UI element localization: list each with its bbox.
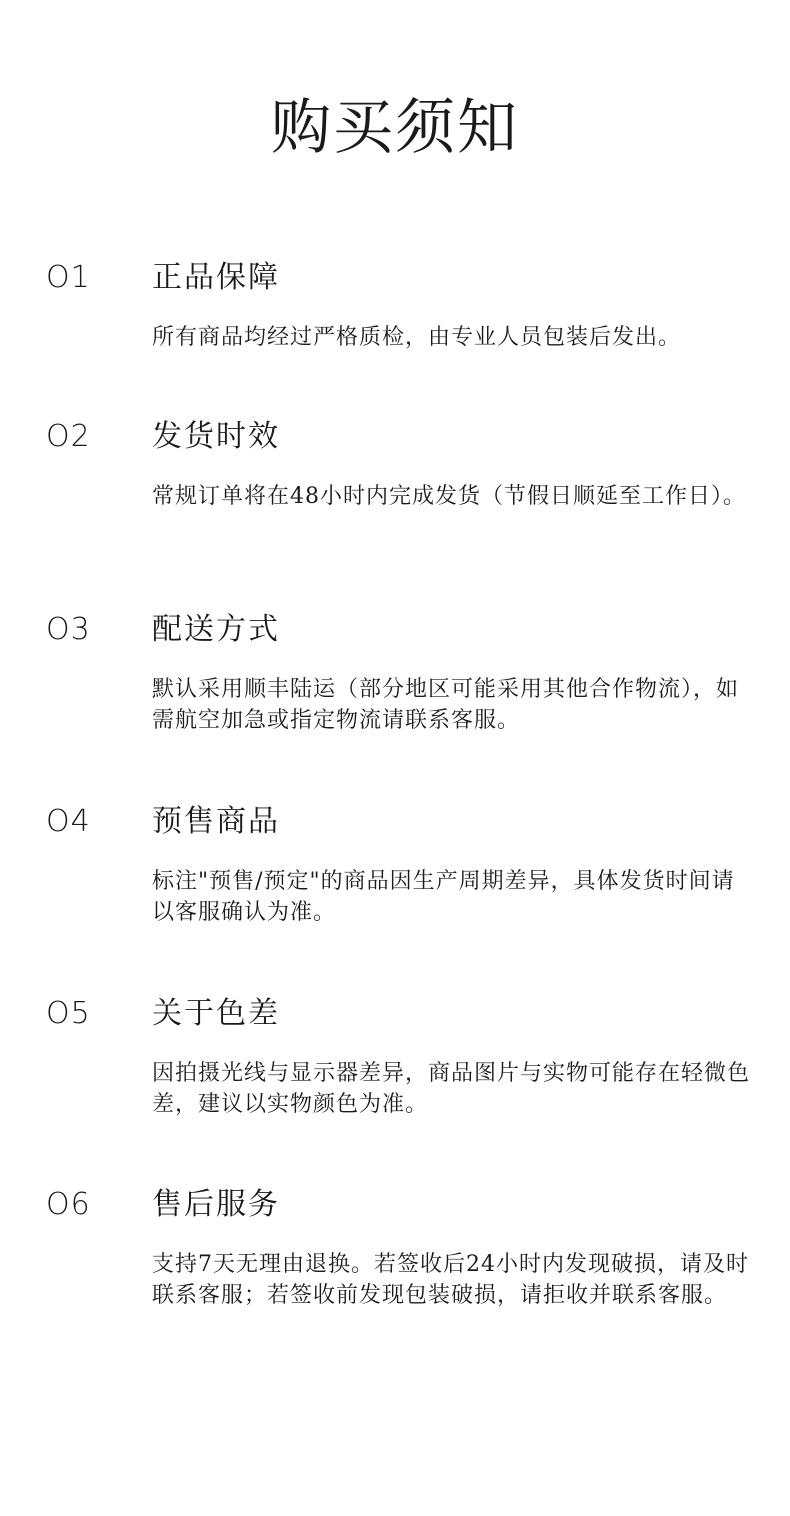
section-body: 标注"预售/预定"的商品因生产周期差异，具体发货时间请以客服确认为准。 [152, 869, 735, 925]
section-body: 常规订单将在48小时内完成发货（节假日顺延至工作日）。 [152, 484, 746, 509]
section-body: 所有商品均经过严格质检，由专业人员包装后发出。 [152, 325, 682, 350]
section-heading: 售后服务 [152, 1187, 280, 1222]
section-heading: 关于色差 [152, 996, 280, 1031]
page-title: 购买须知 [271, 93, 519, 163]
section-body: 因拍摄光线与显示器差异，商品图片与实物可能存在轻微色差，建议以实物颜色为准。 [152, 1061, 751, 1117]
section-number: O3 [46, 612, 91, 647]
section-heading: 预售商品 [152, 804, 280, 839]
section-number: O1 [46, 260, 91, 295]
section-number: O6 [46, 1187, 91, 1222]
section-heading: 配送方式 [152, 612, 280, 647]
section-number: O4 [46, 804, 91, 839]
section-heading: 发货时效 [152, 419, 280, 454]
section-number: O2 [46, 419, 91, 454]
section-number: O5 [46, 996, 91, 1031]
section-body: 支持7天无理由退换。若签收后24小时内发现破损，请及时联系客服；若签收前发现包装破损，请拒收并联系客服。 [152, 1252, 749, 1308]
section-body: 默认采用顺丰陆运（部分地区可能采用其他合作物流），如需航空加急或指定物流请联系客服。 [152, 677, 740, 733]
section-heading: 正品保障 [152, 260, 280, 295]
